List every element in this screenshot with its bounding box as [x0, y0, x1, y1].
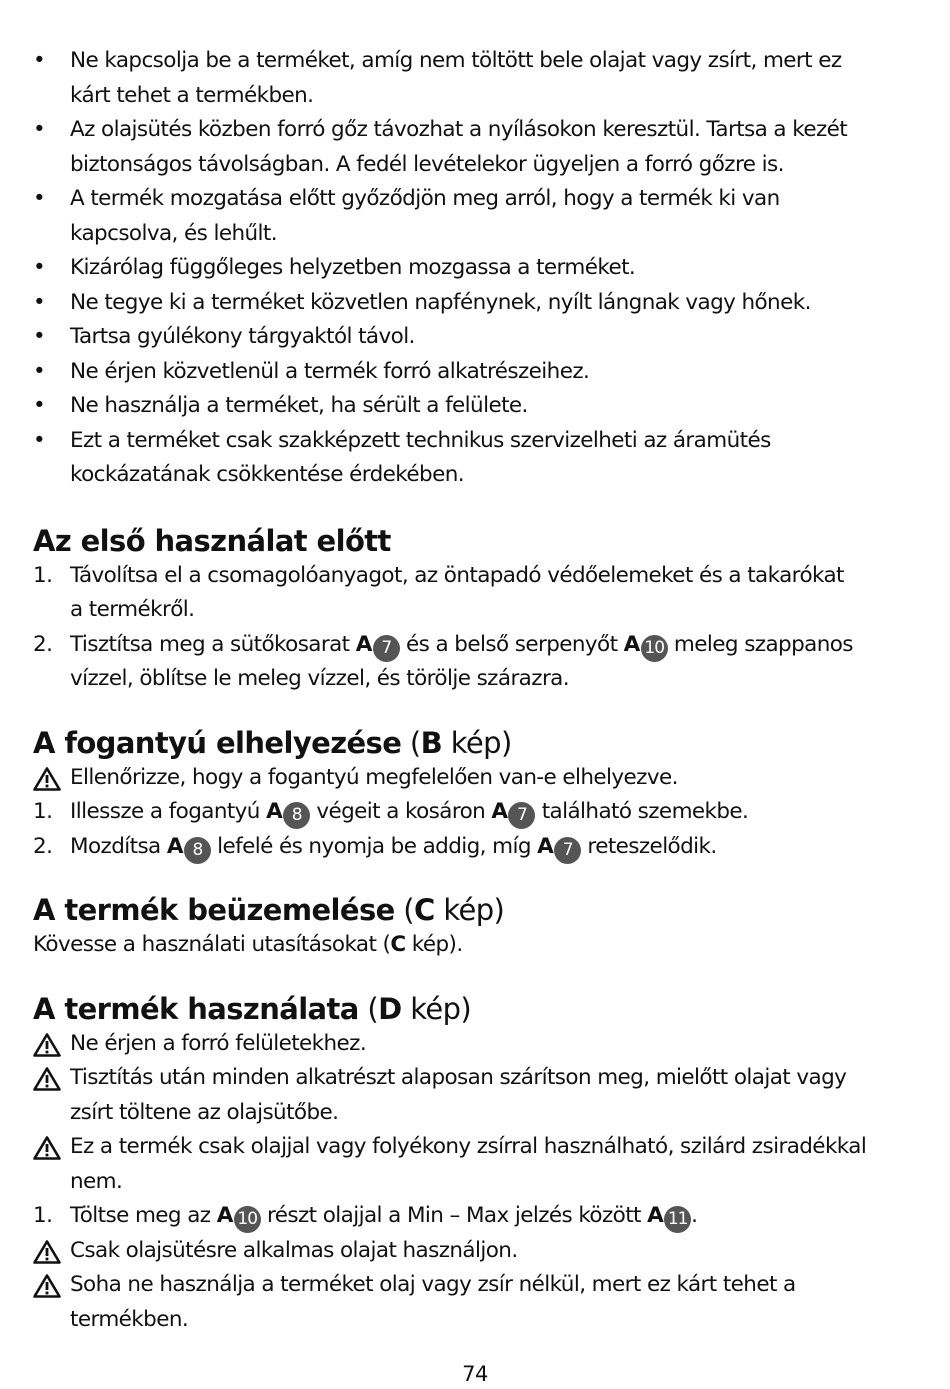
- figure-ref-close: kép): [442, 725, 512, 760]
- warning-item: [33, 1234, 913, 1269]
- warning-triangle-icon: [33, 1067, 61, 1091]
- step-number: 2.: [33, 631, 53, 657]
- part-label: A: [537, 833, 554, 859]
- step-number: 1.: [33, 1203, 53, 1228]
- section-title: A fogantyú elhelyezése: [33, 725, 402, 760]
- warning-text: Ne érjen a forró felületekhez.: [70, 1030, 367, 1056]
- step-text: található szemekbe.: [535, 799, 749, 824]
- figure-ref: D: [378, 991, 402, 1026]
- figure-ref-open: (: [394, 893, 415, 927]
- bullet-line: Kizárólag függőleges helyzetben mozgassa a terméket.: [70, 255, 636, 280]
- bullet-item: [33, 320, 913, 355]
- bullet-line: Az olajsütés közben forró gőz távozhat a nyílásokon keresztül. Tartsa a kezét: [70, 117, 848, 142]
- step-number: 2.: [33, 833, 53, 859]
- bullet-icon: •: [33, 427, 46, 453]
- step-text: Illessze a fogantyú: [70, 799, 267, 824]
- section-heading-first-use: [33, 523, 913, 559]
- part-label: A: [623, 631, 640, 657]
- warning-item: [33, 1268, 913, 1337]
- step-number: 1.: [33, 799, 53, 824]
- part-label: A: [491, 799, 508, 824]
- safety-bullet-list: [33, 44, 913, 493]
- part-number-badge: 10: [234, 1206, 261, 1233]
- bullet-item: [33, 44, 913, 113]
- warning-line: Tisztítás után minden alkatrészt alaposan szárítson meg, mielőtt olajat vagy: [70, 1065, 847, 1090]
- bullet-line: kockázatának csökkentése érdekében.: [70, 462, 464, 487]
- bullet-line: kárt tehet a termékben.: [70, 82, 314, 108]
- setup-text: Kövesse a használati utasításokat (: [33, 932, 391, 957]
- manual-page: [33, 44, 913, 1337]
- part-label: A: [355, 631, 372, 657]
- bullet-line: Ne használja a terméket, ha sérült a felülete.: [70, 393, 528, 418]
- warning-item: [33, 1061, 913, 1130]
- warning-item: [33, 1130, 913, 1199]
- step-text: részt olajjal a Min – Max jelzés között: [260, 1203, 648, 1228]
- bullet-icon: •: [33, 186, 46, 211]
- figure-ref: C: [390, 932, 406, 957]
- figure-ref-open: (: [401, 725, 421, 760]
- step-text: Tisztítsa meg a sütőkosarat: [70, 631, 356, 657]
- bullet-line: A termék mozgatása előtt győződjön meg arról, hogy a termék ki van: [70, 186, 780, 211]
- step-text: végeit a kosáron: [310, 799, 492, 824]
- bullet-item: [33, 113, 913, 182]
- part-number-badge: 10: [641, 635, 668, 662]
- bullet-line: biztonságos távolságban. A fedél levételekor ügyeljen a forró gőzre is.: [70, 151, 784, 177]
- figure-ref-close: kép): [401, 991, 472, 1026]
- bullet-item: [33, 286, 913, 321]
- section-heading-handle: [33, 725, 913, 761]
- part-number-badge: 11: [664, 1206, 691, 1233]
- step-item: [33, 795, 913, 830]
- bullet-line: Tartsa gyúlékony tárgyaktól távol.: [70, 324, 415, 349]
- page-number: 74: [462, 1362, 488, 1386]
- step-item: [33, 628, 913, 697]
- bullet-item: [33, 389, 913, 424]
- bullet-item: [33, 182, 913, 251]
- part-label: A: [216, 1203, 233, 1228]
- bullet-icon: •: [33, 393, 46, 418]
- bullet-item: [33, 355, 913, 390]
- figure-ref: C: [414, 893, 435, 927]
- bullet-line: Ne kapcsolja be a terméket, amíg nem töltött bele olajat vagy zsírt, mert ez: [70, 48, 842, 73]
- bullet-icon: •: [33, 117, 46, 142]
- warning-line: termékben.: [70, 1306, 189, 1332]
- step-item: [33, 830, 913, 865]
- warning-triangle-icon: [33, 1240, 61, 1264]
- step-item: [33, 1199, 913, 1234]
- warning-text: Csak olajsütésre alkalmas olajat használjon.: [70, 1237, 518, 1263]
- step-text: Mozdítsa: [70, 833, 167, 859]
- part-label: A: [266, 799, 283, 824]
- warning-line: zsírt töltene az olajsütőbe.: [70, 1099, 339, 1125]
- warning-triangle-icon: [33, 1274, 61, 1298]
- bullet-line: Ezt a terméket csak szakképzett technikus szervizelheti az áramütés: [70, 427, 771, 453]
- step-line: a termékről.: [70, 597, 195, 622]
- warning-triangle-icon: [33, 767, 61, 791]
- step-text: Töltse meg az: [70, 1203, 217, 1228]
- part-number-badge: 7: [554, 837, 581, 864]
- section-title: A termék használata: [33, 991, 359, 1026]
- bullet-line: Ne érjen közvetlenül a termék forró alkatrészeihez.: [70, 358, 590, 384]
- part-number-badge: 7: [508, 802, 535, 829]
- bullet-icon: •: [33, 324, 46, 349]
- step-text: .: [691, 1203, 698, 1228]
- bullet-item: [33, 251, 913, 286]
- step-text: meleg szappanos: [667, 631, 853, 657]
- step-text: és a belső serpenyőt: [399, 631, 624, 657]
- warning-triangle-icon: [33, 1136, 61, 1160]
- warning-text: Ellenőrizze, hogy a fogantyú megfelelően van-e elhelyezve.: [70, 764, 678, 790]
- warning-line: Soha ne használja a terméket olaj vagy zsír nélkül, mert ez kárt tehet a: [70, 1272, 796, 1297]
- section-heading-setup: [33, 892, 913, 928]
- part-number-badge: 8: [184, 837, 211, 864]
- figure-ref-close: kép): [434, 893, 505, 927]
- warning-item: [33, 761, 913, 796]
- bullet-icon: •: [33, 358, 46, 384]
- warning-line: Ez a termék csak olajjal vagy folyékony zsírral használható, szilárd zsiradékkal: [70, 1134, 867, 1159]
- bullet-item: [33, 424, 913, 493]
- bullet-icon: •: [33, 289, 46, 315]
- part-label: A: [647, 1203, 664, 1228]
- figure-ref: B: [420, 725, 443, 760]
- bullet-line: kapcsolva, és lehűlt.: [70, 220, 277, 246]
- step-number: 1.: [33, 562, 53, 588]
- section-title: Az első használat előtt: [33, 523, 391, 558]
- bullet-line: Ne tegye ki a terméket közvetlen napfénynek, nyílt lángnak vagy hőnek.: [70, 289, 811, 315]
- step-line: Távolítsa el a csomagolóanyagot, az öntapadó védőelemeket és a takarókat: [70, 562, 844, 588]
- part-label: A: [166, 833, 183, 859]
- step-line: vízzel, öblítse le meleg vízzel, és törölje szárazra.: [70, 666, 569, 691]
- section-title: A termék beüzemelése: [33, 893, 395, 927]
- section-heading-use: [33, 991, 913, 1027]
- bullet-icon: •: [33, 48, 46, 73]
- step-text: lefelé és nyomja be addig, míg: [210, 833, 538, 859]
- setup-instruction: [33, 928, 913, 963]
- warning-line: nem.: [70, 1168, 123, 1194]
- setup-text: kép).: [405, 932, 463, 957]
- part-number-badge: 8: [283, 802, 310, 829]
- warning-triangle-icon: [33, 1033, 61, 1057]
- part-number-badge: 7: [373, 635, 400, 662]
- bullet-icon: •: [33, 255, 46, 280]
- warning-item: [33, 1027, 913, 1062]
- figure-ref-open: (: [358, 991, 379, 1026]
- step-item: [33, 559, 913, 628]
- step-text: reteszelődik.: [581, 833, 717, 859]
